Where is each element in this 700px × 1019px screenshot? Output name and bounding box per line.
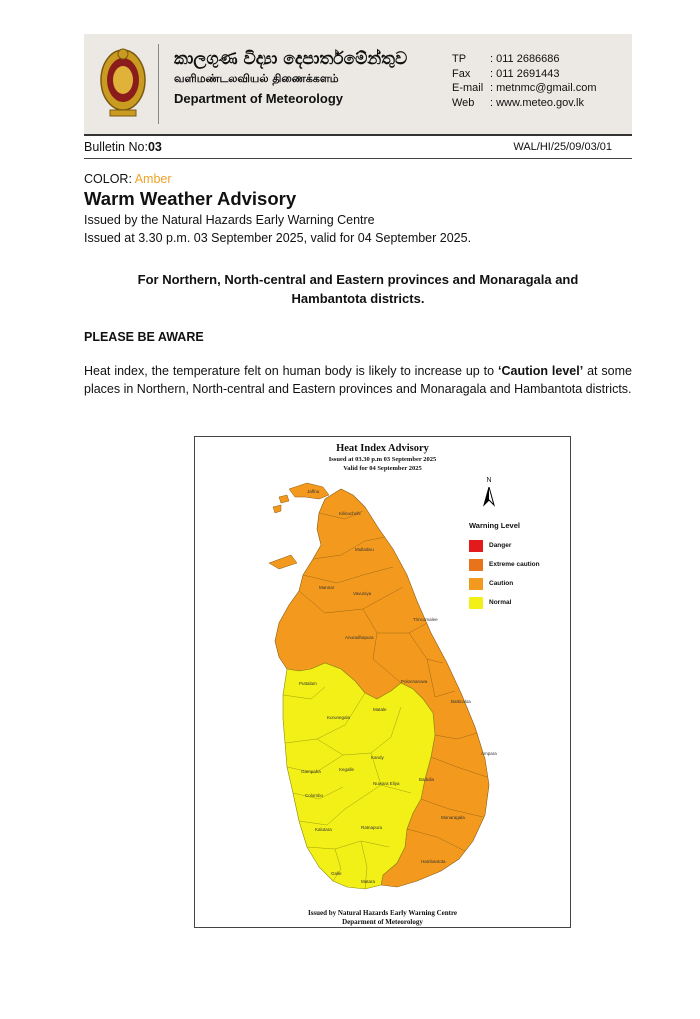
- advisory-body: [84, 363, 632, 398]
- department-names: [174, 48, 407, 110]
- legend-label: Caution: [489, 580, 514, 587]
- legend-title: Warning Level: [469, 521, 520, 530]
- legend-item-danger: [469, 536, 540, 555]
- map-title: Heat Index Advisory: [336, 443, 429, 454]
- contact-row: [452, 67, 597, 82]
- north-label: N: [486, 477, 492, 484]
- label-kurunegala: Kurunegala: [327, 715, 351, 720]
- map-legend: [469, 521, 540, 612]
- legend-label: Extreme caution: [489, 561, 540, 568]
- body-text: Heat index, the temperature felt on human body is likely to increase up to: [84, 364, 498, 378]
- map-valid: Valid for 04 September 2025: [343, 465, 422, 472]
- label-kandy: Kandy: [371, 755, 384, 760]
- label-vavuniya: Vavuniya: [353, 591, 372, 596]
- legend-label: Danger: [489, 542, 512, 549]
- contact-email[interactable]: : metnmc@gmail.com: [490, 82, 597, 94]
- letterhead: [84, 34, 632, 136]
- please-be-aware: PLEASE BE AWARE: [84, 330, 204, 344]
- label-mullaitivu: Mullaitivu: [355, 547, 374, 552]
- label-galle: Galle: [331, 871, 342, 876]
- north-arrow-icon: [483, 477, 495, 507]
- map-region-island: [273, 505, 281, 513]
- color-value: Amber: [134, 172, 172, 186]
- advisory-title: Warm Weather Advisory: [84, 188, 297, 209]
- dept-name-sinhala: කාලගුණ විද්‍යා දෙපාර්තමේන්තුව: [174, 49, 408, 69]
- legend-item-extreme-caution: [469, 555, 540, 574]
- label-hambantota: Hambantota: [421, 859, 446, 864]
- label-nuwara-eliya: Nuwara Eliya: [373, 781, 400, 786]
- legend-swatch: [469, 578, 483, 590]
- label-matara: Matara: [361, 879, 376, 884]
- heat-index-map: [194, 436, 571, 928]
- map-footer-issuer: Issued by Natural Hazards Early Warning Centre: [307, 909, 458, 917]
- contact-block: [452, 52, 597, 110]
- label-jaffna: Jaffna: [307, 489, 320, 494]
- label-gampaha: Gampaha: [301, 769, 321, 774]
- label-puttalam: Puttalam: [299, 681, 317, 686]
- legend-item-normal: [469, 593, 540, 612]
- color-label: COLOR:: [84, 172, 135, 186]
- contact-value: : 011 2691443: [490, 67, 560, 80]
- affected-areas-line: Hambantota districts.: [291, 291, 425, 306]
- contact-row: [452, 81, 597, 96]
- label-colombo: Colombo: [305, 793, 324, 798]
- label-kilinochchi: Kilinochchi: [339, 511, 361, 516]
- label-ampara: Ampara: [481, 751, 497, 756]
- affected-areas-line: For Northern, North-central and Eastern provinces and Monaragala and: [137, 272, 579, 287]
- label-monaragala: Monaragala: [441, 815, 465, 820]
- caution-level-text: ‘Caution level’: [498, 364, 584, 378]
- label-matale: Matale: [373, 707, 387, 712]
- contact-value: : 011 2686686: [490, 53, 560, 65]
- contact-key: E-mail: [452, 82, 484, 94]
- issued-at: Issued at 3.30 p.m. 03 September 2025, valid for 04 September 2025.: [84, 231, 472, 245]
- affected-areas: [100, 270, 616, 308]
- label-kegalle: Kegalle: [339, 767, 355, 772]
- contact-key: TP: [452, 53, 467, 65]
- label-ratnapura: Ratnapura: [361, 825, 383, 830]
- header-divider: [158, 44, 159, 124]
- label-trincomalee: Trincomalee: [413, 617, 438, 622]
- label-mannar: Mannar: [319, 585, 335, 590]
- label-polonnaruwa: Polonnaruwa: [401, 679, 428, 684]
- legend-item-caution: [469, 574, 540, 593]
- dept-name-english: Department of Meteorology: [174, 91, 344, 106]
- contact-row: [452, 96, 597, 111]
- legend-swatch: [469, 540, 483, 552]
- label-badulla: Badulla: [419, 777, 435, 782]
- contact-key: Web: [452, 96, 475, 109]
- legend-swatch: [469, 597, 483, 609]
- issued-by: Issued by the Natural Hazards Early Warning Centre: [84, 213, 375, 227]
- national-emblem-icon: [98, 46, 148, 122]
- map-region-island: [279, 495, 289, 503]
- bulletin-row: [84, 138, 632, 159]
- bulletin-number: [84, 140, 162, 154]
- bulletin-label: Bulletin No:: [84, 140, 148, 154]
- label-anuradhapura: Anuradhapura: [345, 635, 374, 640]
- body-text: at some places in Northern, North-central and Eastern provinces and Monaragala and Hambantota districts.: [84, 364, 632, 396]
- legend-swatch: [469, 559, 483, 571]
- bulletin-number-value: 03: [147, 140, 162, 154]
- map-issued: Issued at 03.30 p.m 03 September 2025: [328, 456, 437, 463]
- label-batticaloa: Batticaloa: [451, 699, 471, 704]
- legend-label: Normal: [489, 599, 512, 606]
- color-line: [84, 172, 172, 186]
- contact-row: [452, 52, 597, 67]
- map-footer-dept: Deparment of Meteorology: [342, 918, 423, 926]
- map-region-mannar-island: [269, 555, 297, 569]
- dept-name-tamil: வளிமண்டலவியல் திணைக்களம்: [174, 72, 339, 85]
- label-kalutara: Kalutara: [315, 827, 332, 832]
- bulletin-reference: WAL/HI/25/09/03/01: [513, 141, 612, 153]
- contact-website[interactable]: : www.meteo.gov.lk: [490, 96, 584, 109]
- sri-lanka-map: [195, 437, 570, 927]
- contact-key: Fax: [452, 67, 471, 80]
